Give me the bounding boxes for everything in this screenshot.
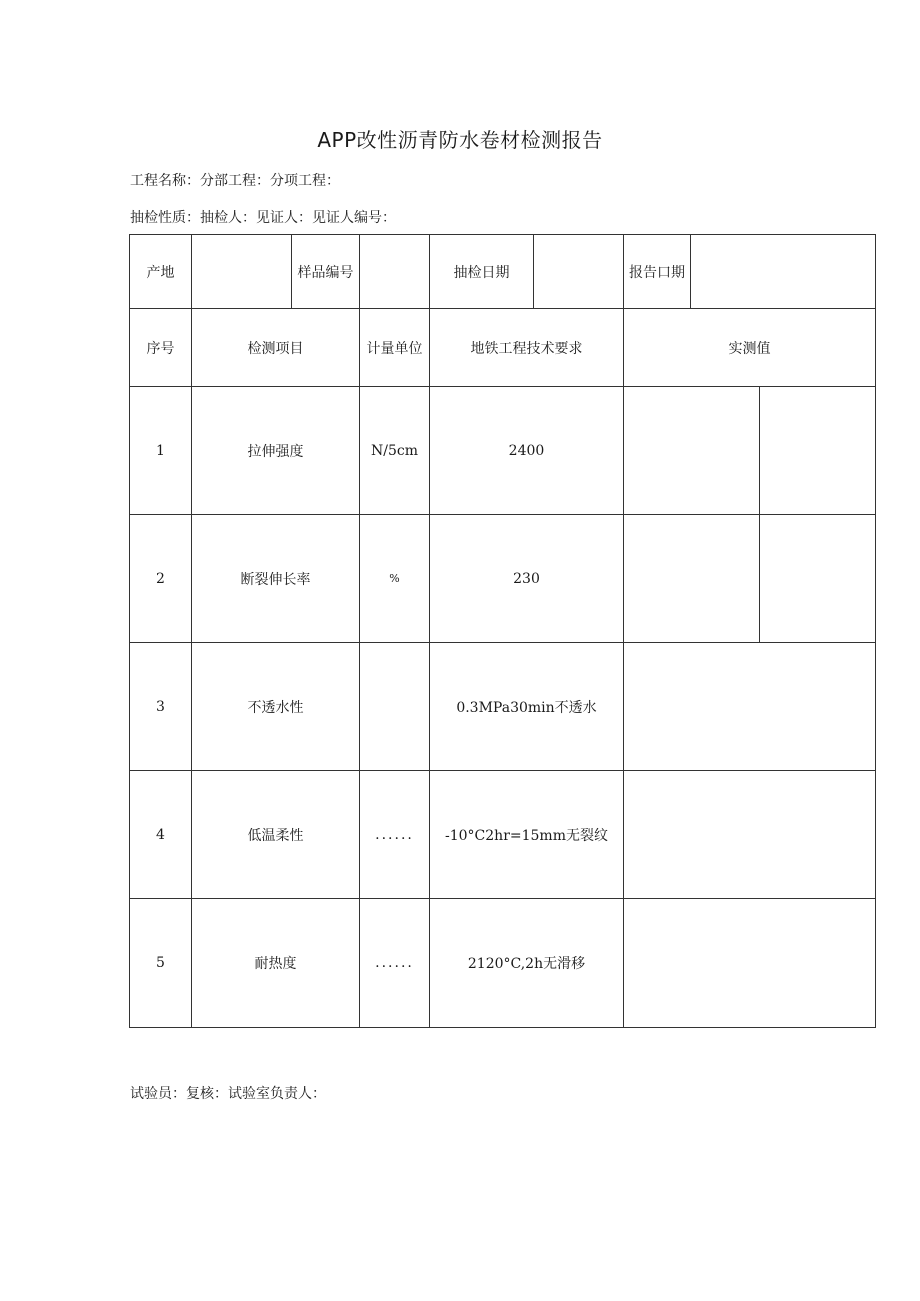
row-requirement: 2400 <box>430 387 624 515</box>
header-unit: 计量单位 <box>360 309 430 387</box>
sampling-date-label: 抽检日期 <box>430 235 534 309</box>
origin-value <box>192 235 292 309</box>
row-requirement: 2120°C,2h无滑移 <box>430 899 624 1028</box>
table-row <box>130 387 876 515</box>
project-info-line: 工程名称：分部工程：分项工程： <box>130 173 340 189</box>
row-item: 拉伸强度 <box>192 387 360 515</box>
row-requirement: 230 <box>430 515 624 643</box>
report-date-label: 报告口期 <box>624 235 691 309</box>
header-requirement: 地铁工程技术要求 <box>430 309 624 387</box>
row-requirement: 0.3MPa30min不透水 <box>430 643 624 771</box>
table-row <box>130 899 876 1028</box>
row-measured <box>624 771 876 899</box>
table-row <box>130 515 876 643</box>
row-item: 低温柔性 <box>192 771 360 899</box>
row-unit <box>360 643 430 771</box>
info-row <box>130 235 876 309</box>
signature-line: 试验员：复核：试验室负责人： <box>130 1086 326 1102</box>
sampling-info-line: 抽检性质：抽检人：见证人：见证人编号： <box>130 210 396 226</box>
row-unit: N/5cm <box>360 387 430 515</box>
origin-label: 产地 <box>130 235 192 309</box>
header-row <box>130 309 876 387</box>
row-unit: % <box>360 515 430 643</box>
row-measured-1 <box>624 515 760 643</box>
row-measured-2 <box>760 515 876 643</box>
row-measured <box>624 643 876 771</box>
row-seq: 1 <box>130 387 192 515</box>
row-item: 耐热度 <box>192 899 360 1028</box>
report-title: APP改性沥青防水卷材检测报告 <box>317 128 603 152</box>
row-item: 不透水性 <box>192 643 360 771</box>
row-measured-1 <box>624 387 760 515</box>
report-date-value <box>691 235 876 309</box>
header-seq: 序号 <box>130 309 192 387</box>
row-unit: ...... <box>360 899 430 1028</box>
header-measured: 实测值 <box>624 309 876 387</box>
sample-no-label: 样品编号 <box>292 235 360 309</box>
row-unit: ...... <box>360 771 430 899</box>
row-seq: 2 <box>130 515 192 643</box>
row-seq: 5 <box>130 899 192 1028</box>
row-item: 断裂伸长率 <box>192 515 360 643</box>
table-row <box>130 771 876 899</box>
row-seq: 4 <box>130 771 192 899</box>
row-seq: 3 <box>130 643 192 771</box>
report-table <box>129 234 876 1028</box>
table-row <box>130 643 876 771</box>
sampling-date-value <box>534 235 624 309</box>
row-measured <box>624 899 876 1028</box>
header-item: 检测项目 <box>192 309 360 387</box>
sample-no-value <box>360 235 430 309</box>
row-requirement: -10°C2hr=15mm无裂纹 <box>430 771 624 899</box>
row-measured-2 <box>760 387 876 515</box>
